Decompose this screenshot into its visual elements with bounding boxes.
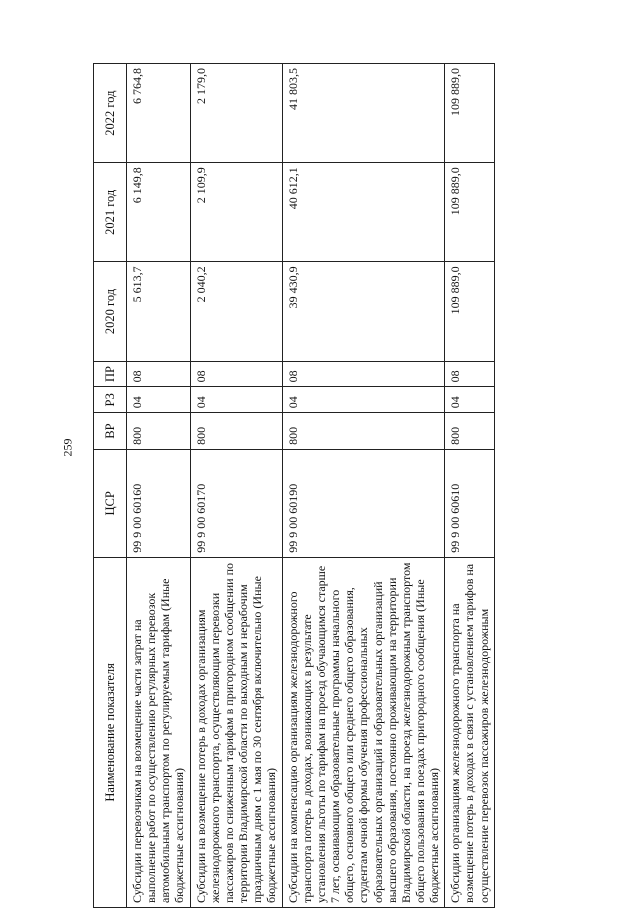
row-pr: 08 [127, 361, 191, 387]
row-vr: 800 [282, 413, 445, 450]
row-2022: 41 803,5 [282, 64, 445, 163]
row-2021: 2 109,9 [190, 163, 282, 262]
header-name: Наименование показателя [94, 557, 127, 907]
rotated-table [93, 63, 593, 908]
table-row [445, 64, 494, 908]
header-vr: ВР [94, 413, 127, 450]
table-row [282, 64, 445, 908]
row-2022: 109 889,0 [445, 64, 494, 163]
row-2021: 6 149,8 [127, 163, 191, 262]
row-name: Субсидии перевозчикам на возмещение части затрат на выполнение работ по осуществлению регулярных перевозок автомобильным транспортом по регулируемым тарифам (Иные бюджетные ассигнования) [127, 557, 191, 907]
row-csr: 99 9 00 60170 [190, 449, 282, 557]
row-2020: 109 889,0 [445, 262, 494, 361]
row-2020: 5 613,7 [127, 262, 191, 361]
row-vr: 800 [127, 413, 191, 450]
page-number: 259 [60, 438, 75, 457]
header-2022: 2022 год [94, 64, 127, 163]
row-vr: 800 [445, 413, 494, 450]
row-2022: 6 764,8 [127, 64, 191, 163]
header-2020: 2020 год [94, 262, 127, 361]
header-pr: ПР [94, 361, 127, 387]
row-csr: 99 9 00 60610 [445, 449, 494, 557]
header-2021: 2021 год [94, 163, 127, 262]
row-pr: 08 [282, 361, 445, 387]
row-pr: 08 [445, 361, 494, 387]
row-pr: 08 [190, 361, 282, 387]
row-rz: 04 [190, 387, 282, 413]
row-2021: 40 612,1 [282, 163, 445, 262]
header-csr: ЦСР [94, 449, 127, 557]
row-vr: 800 [190, 413, 282, 450]
row-csr: 99 9 00 60190 [282, 449, 445, 557]
row-2020: 39 430,9 [282, 262, 445, 361]
row-name: Субсидии организациям железнодорожного транспорта на возмещение потерь в доходах в связи с установлением тарифов на осуществление перевозок пассажиров железнодорожным [445, 557, 494, 907]
table-row [190, 64, 282, 908]
header-rz: РЗ [94, 387, 127, 413]
row-2021: 109 889,0 [445, 163, 494, 262]
row-2020: 2 040,2 [190, 262, 282, 361]
row-name: Субсидии на компенсацию организациям железнодорожного транспорта потерь в доходах, возникающих в результате установления льготы по тарифам на проезд обучающимся старше 7 лет, осваивающим образовательные программы начального общего, основного общего или среднего общего образования, студентам очной формы обучения профессиональных образовательных организаций и образовательных организаций высшего образования, постоянно проживающим на территории Владимирской области, на проезд железнодорожным транспортом общего пользования в поездах пригородного сообщения (Иные бюджетные ассигнования) [282, 557, 445, 907]
row-name: Субсидии на возмещение потерь в доходах организациям железнодорожного транспорта, осуществляющим перевозки пассажиров по сниженным тарифам в пригородном сообщении по территории Владимирской области по выходным и нерабочим праздничным дням с 1 мая по 30 сентября включительно (Иные бюджетные ассигнования) [190, 557, 282, 907]
budget-table [93, 63, 495, 908]
row-rz: 04 [127, 387, 191, 413]
table-header-row [94, 64, 127, 908]
row-csr: 99 9 00 60160 [127, 449, 191, 557]
row-2022: 2 179,0 [190, 64, 282, 163]
table-row [127, 64, 191, 908]
row-rz: 04 [445, 387, 494, 413]
row-rz: 04 [282, 387, 445, 413]
budget-table-container [93, 63, 593, 908]
